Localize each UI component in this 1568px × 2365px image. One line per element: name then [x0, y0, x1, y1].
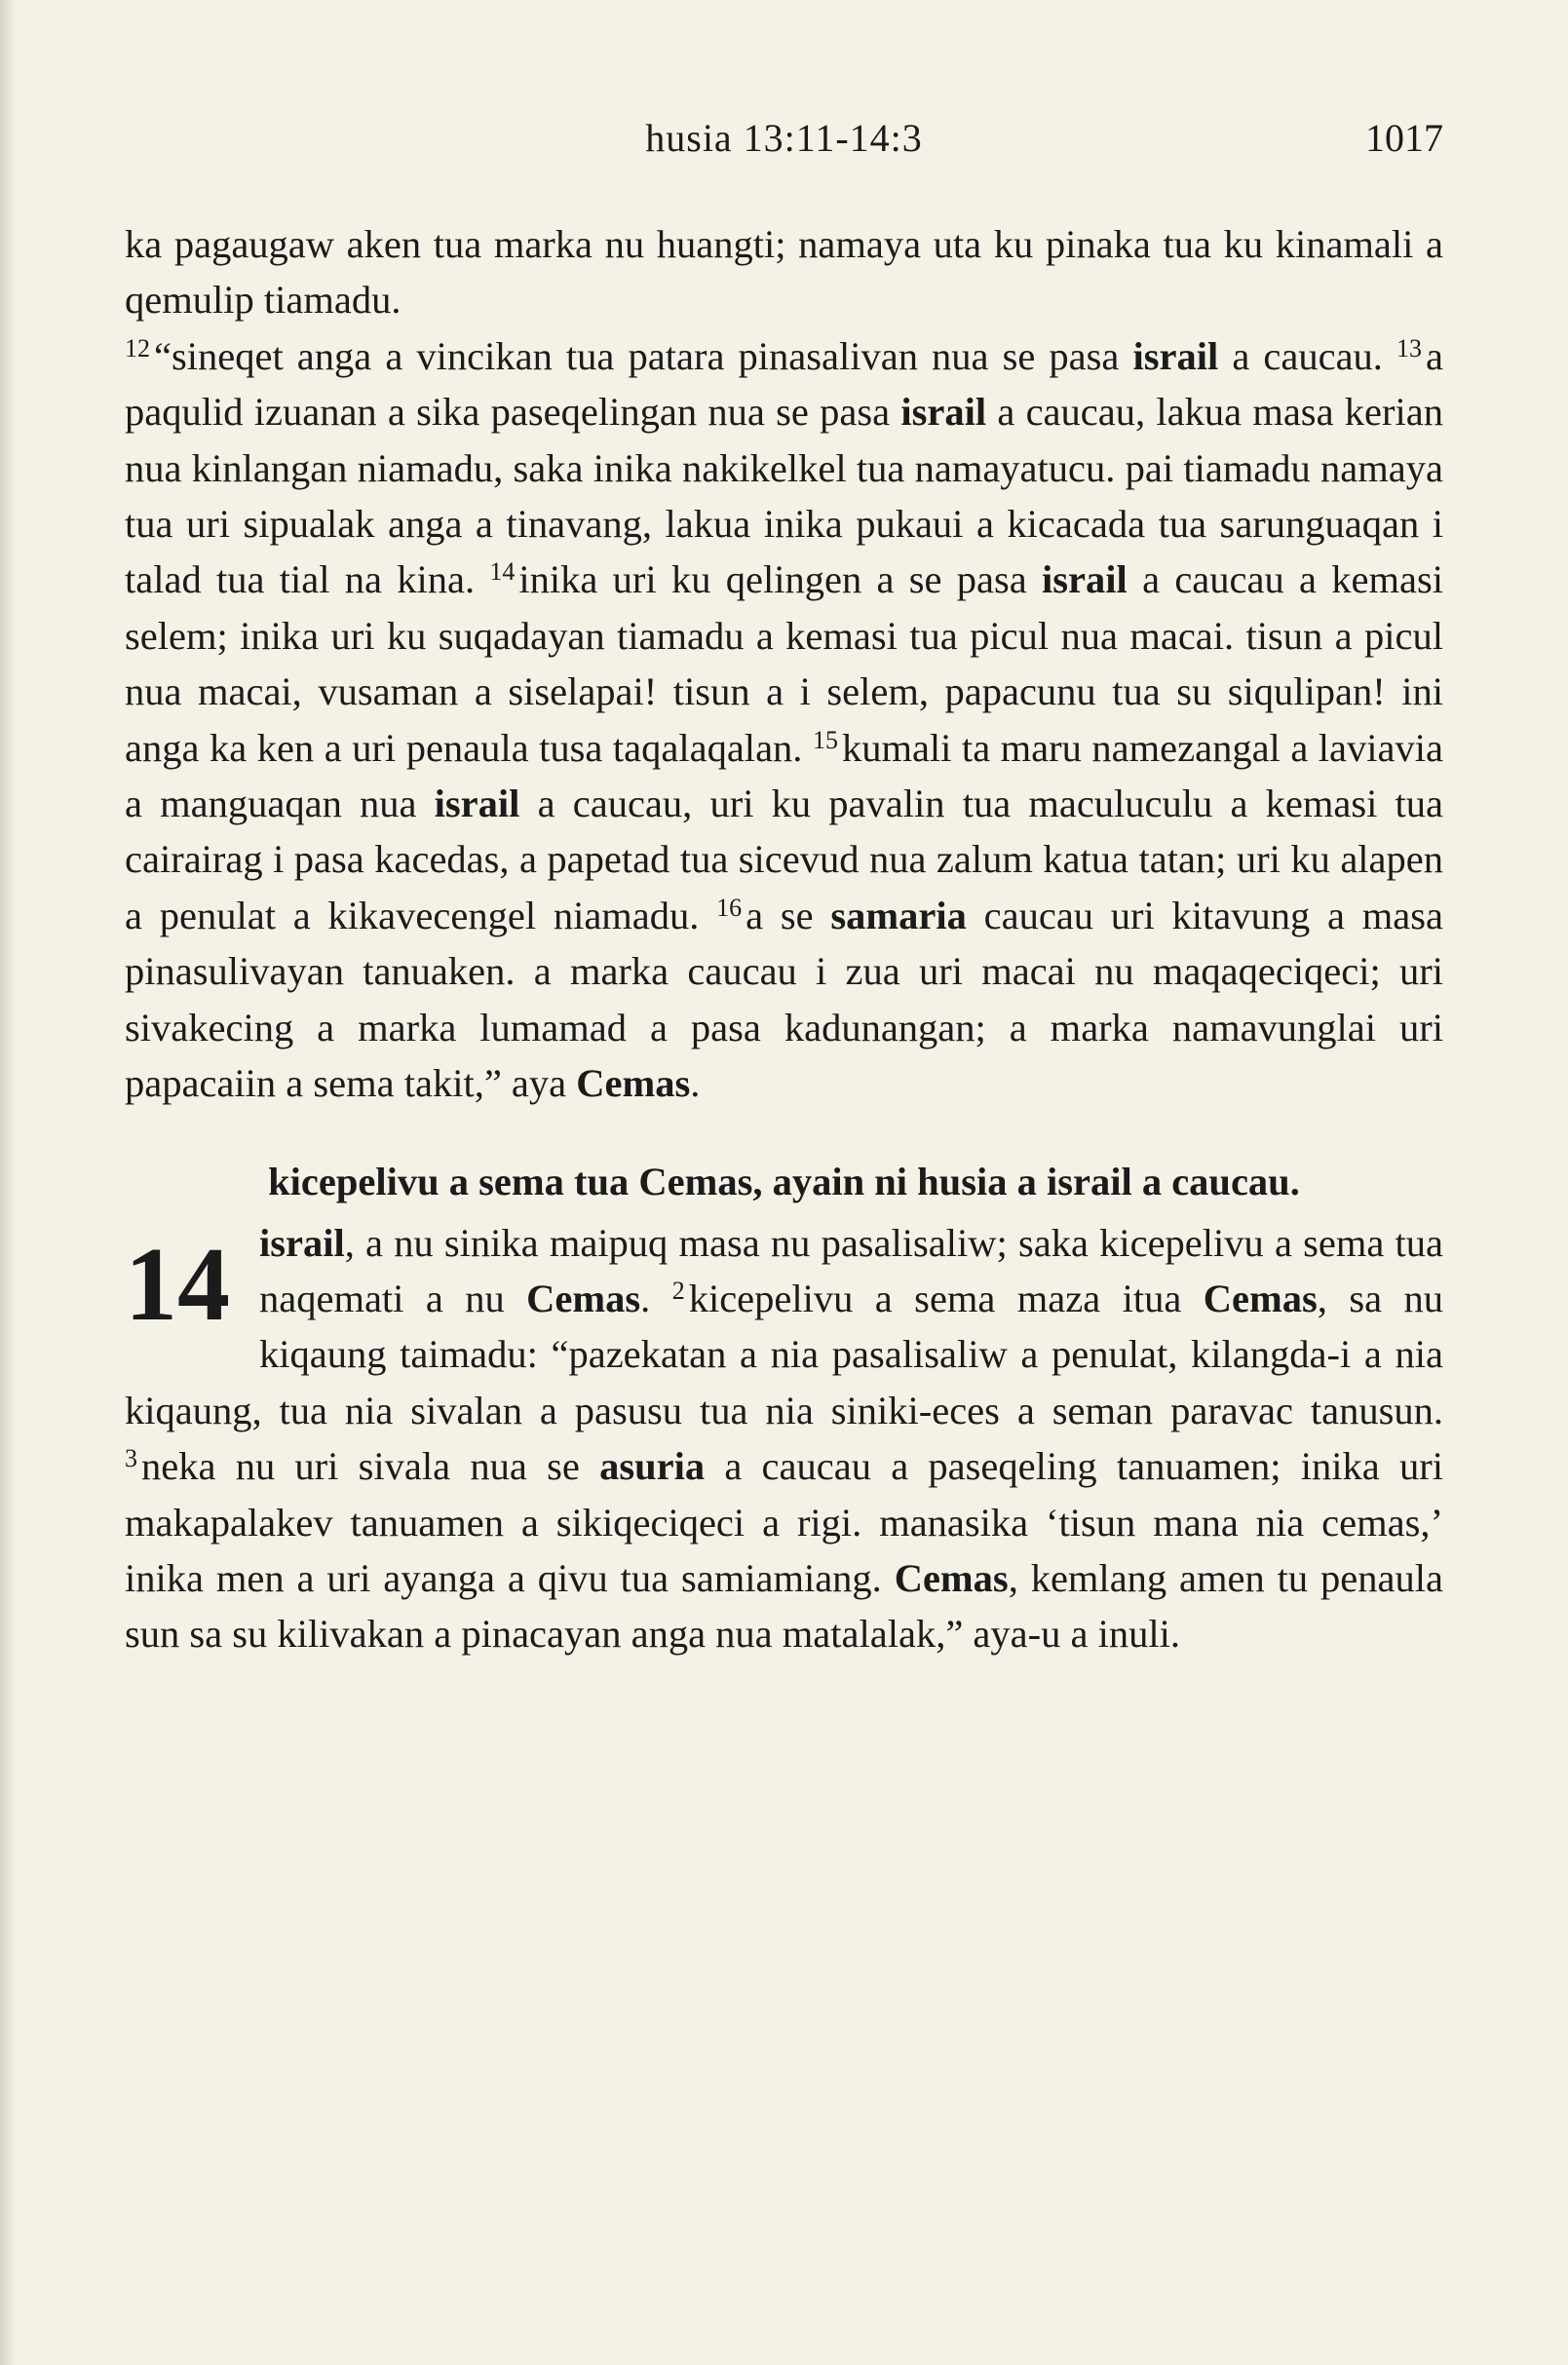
verse-number: 12: [125, 333, 150, 362]
verse-number: 16: [716, 893, 743, 922]
verse-text: “sineqet anga a vincikan tua patara pinasalivan nua se pasa: [154, 333, 1133, 378]
verse-number: 14: [489, 557, 516, 587]
verse-number: 3: [125, 1444, 137, 1473]
chapter-number: 14: [125, 1226, 230, 1343]
page-edge: [0, 0, 16, 2365]
bold-word: Cemas: [1203, 1276, 1318, 1320]
paragraph-verse-11: [125, 216, 1443, 328]
verse-text: ka pagaugaw aken tua marka nu huangti; namaya uta ku pinaka tua ku kinamali a qemulip tiamadu.: [125, 222, 1443, 323]
verse-number: 2: [671, 1276, 685, 1305]
verse-text: kumali ta maru namezangal a laviavia a manguaqan nua: [125, 725, 1443, 826]
bold-word: israil: [434, 782, 520, 826]
verse-text: a paqulid izuanan a sika paseqelingan nua se pasa: [125, 333, 1443, 435]
verse-text: a caucau, uri ku pavalin tua maculuculu a kemasi tua cairairag i pasa kacedas, a papetad tua sicevud nua zalum katua tatan; uri ku alapen a penulat a kikavecengel niamadu.: [125, 782, 1443, 937]
bold-word: israil: [259, 1220, 345, 1265]
verse-number: 13: [1396, 333, 1423, 362]
page-number: 1017: [1365, 116, 1443, 160]
bold-word: samaria: [830, 893, 967, 937]
bold-word: Cemas: [894, 1555, 1009, 1600]
paragraph-chapter-14: [125, 1215, 1443, 1662]
verse-text: a caucau a kemasi selem; inika uri ku suqadayan tiamadu a kemasi tua picul nua macai. tisun a picul nua macai, vusaman a siselapai! tisun a i selem, papacunu tua su siqulipan! ini anga ka ken a uri penaula tusa taqalaqalan.: [125, 557, 1443, 770]
bold-word: israil: [900, 390, 987, 435]
verse-text: caucau uri kitavung a masa pinasulivayan tanuaken. a marka caucau i zua uri macai nu maqaqeciqeci; uri sivakecing a marka lumamad a pasa kadunangan; a marka namavunglai uri papacaiin a sema takit,” aya: [125, 893, 1443, 1106]
bold-word: Cemas: [576, 1061, 691, 1106]
verse-text: .: [640, 1276, 672, 1320]
bold-word: Cemas: [526, 1276, 641, 1320]
running-title: husia 13:11-14:3: [645, 116, 923, 160]
bold-word: israil: [1042, 557, 1128, 602]
verse-text: , kemlang amen tu penaula sun sa su kilivakan a pinacayan anga nua matalalak,” aya-u a inuli.: [125, 1555, 1443, 1657]
verse-text: kicepelivu a sema maza itua: [688, 1276, 1204, 1320]
verse-number: 15: [812, 725, 838, 754]
verse-text: a caucau.: [1218, 333, 1397, 378]
verse-text: neka nu uri sivala nua se: [141, 1444, 600, 1489]
verse-text: a caucau, lakua masa kerian nua kinlangan niamadu, saka inika nakikelkel tua namayatucu. pai tiamadu namaya tua uri sipualak anga a tinavang, lakua inika pukaui a kicacada tua sarunguaqan i talad tua tial na kina.: [125, 390, 1444, 602]
paragraph-verses-12-16: [125, 328, 1443, 1112]
page-header: [125, 115, 1443, 173]
verse-text: a caucau a paseqeling tanuamen; inika uri makapalakev tanuamen a sikiqeciqeci a rigi. manasika ‘tisun mana nia cemas,’ inika men a uri ayanga a qivu tua samiamiang.: [125, 1444, 1443, 1600]
verse-text: inika uri ku qelingen a se pasa: [518, 557, 1043, 602]
verse-text: , a nu sinika maipuq masa nu pasalisaliw; saka kicepelivu a sema tua naqemati a nu: [259, 1220, 1443, 1320]
bold-word: asuria: [599, 1444, 706, 1489]
bold-word: israil: [1132, 333, 1219, 378]
verse-text: .: [690, 1061, 701, 1106]
page-body: [125, 216, 1443, 1662]
section-heading: kicepelivu a sema tua Cemas, ayain ni husia a israil a caucau.: [268, 1159, 1300, 1203]
verse-text: , sa nu kiqaung taimadu: “pazekatan a nia pasalisaliw a penulat, kilangda-i a nia kiqaung, tua nia sivalan a pasusu tua nia siniki-eces a seman paravac tanusun.: [125, 1276, 1443, 1432]
verse-text: a se: [746, 893, 831, 937]
